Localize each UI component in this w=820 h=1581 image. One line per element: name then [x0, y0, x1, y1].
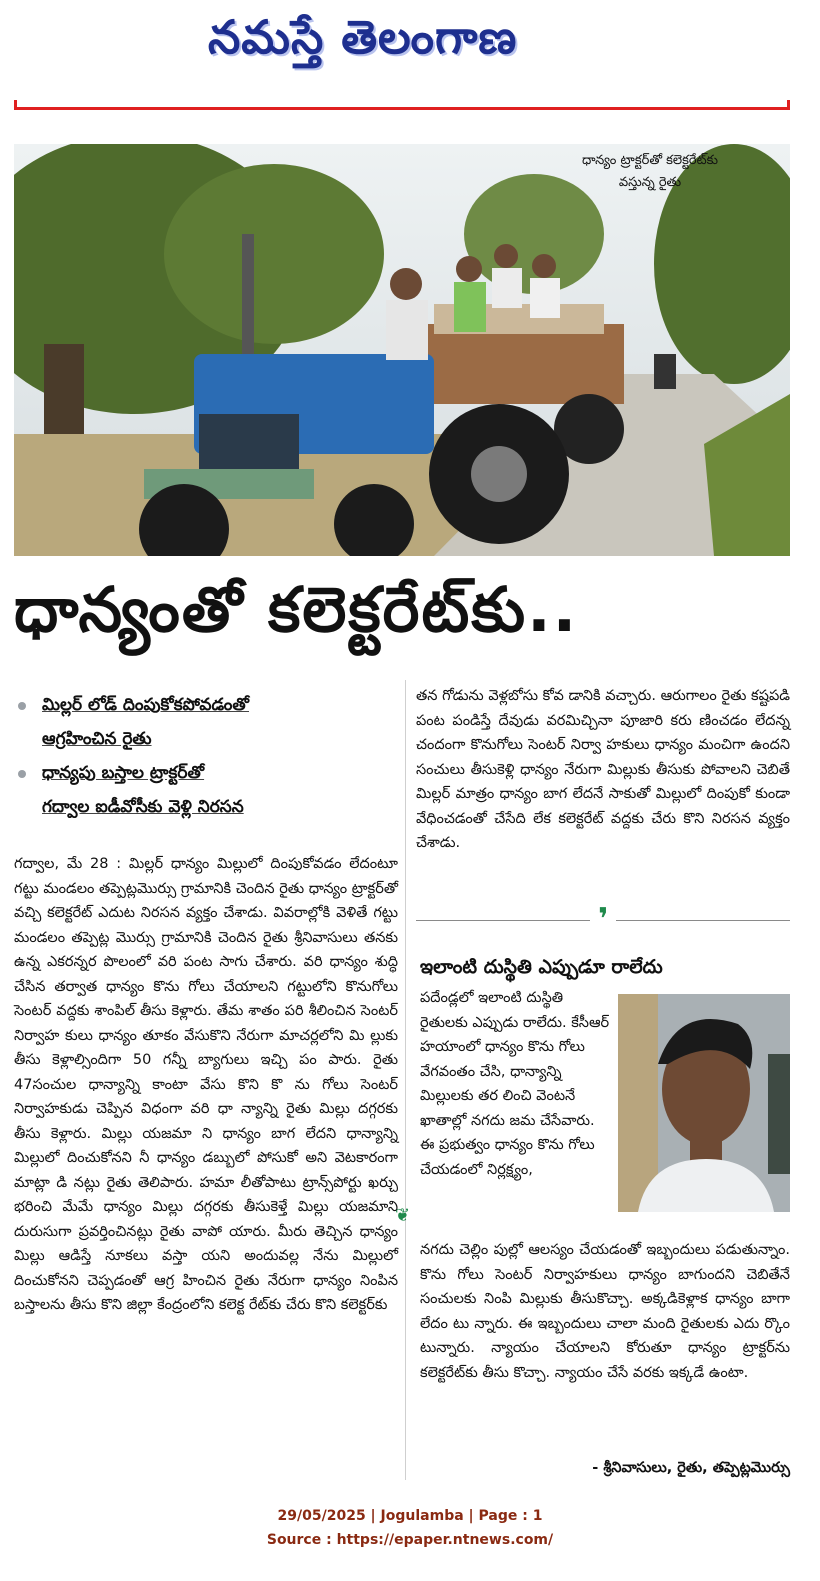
sidebar-text: పదేండ్లలో ఇలాంటి దుస్థితి రైతులకు ఎప్పుడు రాలేదు. కేసీఆర్ హయాంలో ధాన్యం కొను గోలు వేగవంతం చేసి, ధాన్యాన్ని మిల్లులకు తర లించి వెంటనే ఖాతాల్లో నగదు జమ చేసేవారు. ఈ ప్రభుత్వం ధాన్యం కొను గోలు చేయడంలో నిర్లక్ష్యం, — [420, 990, 610, 1178]
tractor-photo-illustration — [14, 144, 790, 556]
source-link[interactable]: Source : https://epaper.ntnews.com/ — [266, 1532, 554, 1548]
page-footer — [0, 1504, 820, 1552]
quote-attribution: - శ్రీనివాసులు, రైతు, తప్పెట్లమొర్సు — [592, 1460, 790, 1476]
article-column-1: గద్వాల, మే 28 : మిల్లర్ ధాన్యం మిల్లులో దింపుకోవడం లేదంటూ గట్టు మండలం తప్పెట్లమొర్సు గ్రామానికి చెందిన రైతు ధాన్యం ట్రాక్టర్‌తో వచ్చి కలెక్టరేట్ ఎదుట నిరసన వ్యక్తం చేశాడు. వివరాల్లోకి వెళితే గట్టు మండలం తప్పెట్ల మొర్సు గ్రామానికి చెందిన రైతు శ్రీనివాసులు తనకు ఉన్న ఎకరన్నర పొలంలో వరి పంట సాగు చేశారు. వరి ధాన్యం శుద్ధి చేసిన తర్వాత ధాన్యం కొను గోలు చేయాలని గట్టులోని కొనుగోలు సెంటర్ వద్దకు శాంపిల్ తీసు కెళ్లారు. తేమ శాతం పరి శీలించిన సెంటర్ నిర్వాహ కులు ధాన్యం తూకం వేసుకొని నేరుగా మాచర్లలోని మి ల్లుకు తీసు కెళ్లాల్సిందిగా 50 గన్నీ బ్యాగులు ఇచ్చి పం పారు. రైతు 47సంచుల ధాన్యాన్ని కాంటా వేసు కొని కొ ను గోలు సెంటర్ నిర్వాహకుడు చెప్పిన విధంగా వరి ధా న్యాన్ని రైతు మిల్లు దగ్గరకు తీసు కెళ్లారు. మిల్లు యజమా ని ధాన్యం బాగ లేదని ధాన్యాన్ని మిల్లులో దించుకోనని నీ ధాన్యం డబ్బులో పోసుకో అని వెటకారంగా మాట్లా డి నట్లు రైతు తెలిపారు. హమా లీతోపాటు ట్రాన్స్‌పోర్టు ఖర్చు భరించి మేమే ధాన్యం మిల్లు దగ్గరకు తీసుకెళ్తే మిల్లు యజమాని దురుసుగా ప్రవర్తించినట్లు రైతు వాపో యారు. మీరు తెచ్చిన ధాన్యం మిల్లు ఆడిస్తే నూకలు వస్తా యని అందువల్ల నేను మిల్లులో దించుకోనని చెప్పడంతో ఆగ్ర హించిన రైతు నేరుగా ధాన్యం నింపిన బస్తాలను తీసు కొని జిల్లా కేంద్రంలోని కలెక్ట రేట్‌కు చేరు కొని కలెక్టర్‌కు — [14, 856, 398, 1313]
highlight-text: ఆగ్రహించిన రైతు — [42, 729, 152, 749]
news-photo — [14, 144, 790, 556]
edition-info: 29/05/2025 | Jogulamba | Page : 1 — [277, 1508, 543, 1524]
headline: ధాన్యంతో కలెక్టరేట్‌కు.. — [14, 573, 579, 646]
quote-icon: ❜ — [590, 905, 616, 935]
photo-caption: ధాన్యం ట్రాక్టర్‌తో కలెక్టరేట్‌కు వస్తున్న రైతు — [582, 153, 718, 190]
sidebar-title: ఇలాంటి దుస్థితి ఎప్పుడూ రాలేదు — [420, 956, 663, 978]
highlight-item — [18, 688, 398, 756]
masthead — [0, 0, 820, 120]
masthead-rule — [14, 100, 790, 110]
highlight-text: గద్వాల ఐడీవోసీకు వెళ్లి నిరసన — [42, 797, 244, 817]
portrait-illustration — [618, 994, 790, 1212]
highlight-item — [18, 756, 398, 824]
farmer-portrait — [618, 994, 790, 1212]
highlight-text: ధాన్యపు బస్తాల ట్రాక్టర్‌తో — [42, 763, 205, 783]
newspaper-logo: నమస్తే తెలంగాణ — [208, 10, 518, 64]
column-divider — [405, 680, 406, 1480]
highlights — [18, 688, 398, 824]
leaf-icon: ❦ — [395, 1205, 411, 1226]
highlight-text: మిల్లర్ లోడ్ దింపుకోకపోవడంతో — [42, 695, 249, 715]
sidebar-text: నగదు చెల్లిం పుల్లో ఆలస్యం చేయడంతో ఇబ్బందులు పడుతున్నాం. కొను గోలు సెంటర్ నిర్వాహకులు ధాన్యం బాగుందని చెబితేనే సంచులకు నింపి మిల్లుకు తీసుకొచ్చా. అక్కడికెళ్లాక ధాన్యం బాగా లేదం టు న్నారు. ఈ ఇబ్బందులు చాలా మంది రైతులకు ఎదు ర్కొం టున్నారు. న్యాయం చేయాలని కోరుతూ ధాన్యం ట్రాక్టర్‌ను కలెక్టరేట్‌కు తీసు కొచ్చా. న్యాయం చేసే వరకు ఇక్కడే ఉంటా. — [420, 1242, 790, 1381]
article-column-2: తన గోడును వెళ్లబోసు కోవ డానికి వచ్చారు. ఆరుగాలం రైతు కష్టపడి పంట పండిస్తే దేవుడు వరమిచ్చినా పూజారి కరు ణించడం లేదన్న చందంగా కొనుగోలు సెంటర్ నిర్వా హకులు ధాన్యం మంచిగా ఉందని సంచులు తీసుకెళ్లి ధాన్యం నేరుగా మిల్లుకు తీసుకు పోవాలని చెబితే మిల్లర్ మాత్రం ధాన్యం బాగ లేదనే సాకుతో మిల్లులో దింపుకో కుండా వేధించడంతో చేసేది లేక కలెక్టరేట్ వద్దకు చేరు కొని నిరసన వ్యక్తం చేశాడు. — [416, 688, 790, 851]
